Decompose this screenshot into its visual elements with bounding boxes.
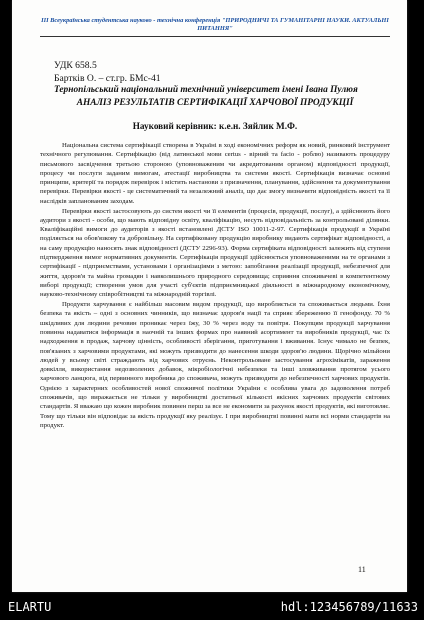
page-number: 11 — [358, 565, 366, 574]
author-line: Бартків О. – ст.гр. БМс-41 — [54, 73, 161, 84]
conference-header: III Всеукраїнська студентська науково - технічна конференція "ПРИРОДНИЧІ ТА ГУМАНІТАРНІ НАУКИ. АКТУАЛЬНІ ПИТАННЯ" — [41, 17, 389, 32]
header-divider — [40, 36, 390, 37]
paper-body — [40, 141, 390, 430]
viewer-footer — [0, 598, 424, 620]
paragraph: Національна система сертифікації створена в Україні в ході економічних реформ як новий, ринковий інструмент технічного регулювання. Сертифікацію (від латинської мови certus - вірний та facio - роблю) називають процедуру письмового засвідчення третьою стороною (уповноваженим чи акредитованим органом) відповідності продукції, процесу чи послуги заданим вимогам, атестації виробництва та системи якості. Сертифікація визначає основні принципи, критерії та порядок перевірок і містить настанови з призначення, планування, здійснення та документування перевірки. Перевірки якості - це систематичний та незалежний аналіз, що дає змогу визначити відповідність якості та її наслідків запланованим заходам. — [40, 142, 390, 205]
scientific-advisor: Науковий керівник: к.е.н. Зяйлик М.Ф. — [132, 121, 298, 131]
handle-id: hdl:123456789/11633 — [280, 600, 418, 614]
paper-title: АНАЛІЗ РЕЗУЛЬТАТІВ СЕРТИФІКАЦІЇ ХАРЧОВОЇ ПРОДУКЦІЇ — [76, 98, 354, 108]
udc-code: УДК 658.5 — [54, 60, 97, 71]
paragraph: Продукти харчування є найбільш масовим видом продукції, що виробляється та споживається людьми. Їхня безпека та якість – одні з основних чинників, що визначає здоров'я нації та сприяє збереженню її генофонду. 70 % шкідливих для людини речовин проникає через їжу, 30 % через воду та повітря. Покупцям продукції харчування повинна надаватися інформація в наочній та інших формах про наявний асортимент та виробників продукції, час їх надходження в продаж, харчову цінність, особливості зберігання, приготування і вживання. Існує чимало не безпек, пов'язаних з харчовими продуктами, які можуть призводити до нанесення шкоди здоров'ю людини. Щорічно мільйони людей у всьому світі страждають від харчових отруєнь. Неконтрольоване застосування агрохімікатів, зараження довкілля, використання недозволених добавок, мікробіологічні небезпеки та інші зловживання протягом усього харчового ланцюга, від первинного виробника до споживача, можуть призводити до небезпечності харчових продуктів. Однією з характерних особливостей нової споживчої політики України є особлива увага до задоволення потреб споживачів, що виражається не тільки у виробництві достатньої кількості якісних харчових продуктів світових стандартів. Я вважаю що кожен виробник повинен перш за все не економити за рахунок якості продуктів, які виготовляє. Тому що тільки він відповідає за якість продукції яку реалізує. І при виробництві повинні мати всі норми стандартів на продукт. — [40, 301, 390, 429]
university-name: Тернопільський національний технічний університет імені Івана Пулюя — [54, 85, 358, 95]
paragraph: Перевірки якості застосовують до систем якості чи її елементів (процесів, продукції, послуг), а здійснюють його аудитори з якості - особи, що мають відповідну освіту, кваліфікацію, несуть відповідальність за контрольовані ділянки. Кваліфікаційні вимоги до аудиторів з якості встановлені ДСТУ ISO 10011-2-97. Сертифікація продукції в Україні поділяється на обов'язкову та добровільну. На сертифіковану продукцію виробнику видають сертифікат відповідності, а на саму продукцію наносять знак відповідності (ДСТУ 2296-93). Форма сертифіката відповідності залежить від ступеня підтвердження вимог нормативних документів. Сертифікація продукції здійснюється уповноваженими на те органами з сертифікації - підприємствами, установами і організаціями з метою: запобігання реалізації продукції, небезпечної для життя, здоров'я та майна громадян і навколишнього природного середовища; сприяння споживачеві в компетентному виборі продукції; створення умов для участі суб'єктів підприємницької діяльності в міжнародному економічному, науково-технічному співробітництві та міжнародній торгівлі. — [40, 207, 390, 299]
repository-name: ELARTU — [8, 600, 52, 614]
